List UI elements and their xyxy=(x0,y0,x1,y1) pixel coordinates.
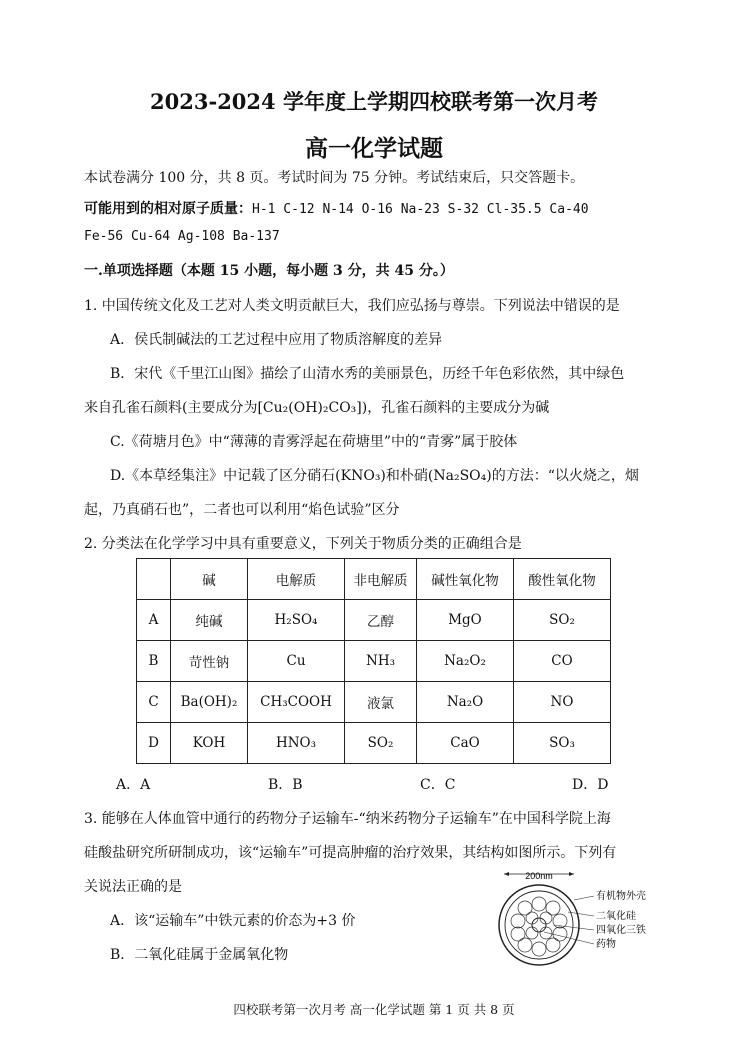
table-cell: D xyxy=(137,723,171,764)
table-cell: CaO xyxy=(417,723,514,764)
table-header-row xyxy=(137,559,611,600)
table-cell: MgO xyxy=(417,600,514,641)
table-cell: SO₂ xyxy=(345,723,417,764)
q1-option-d-line1: D.《本草经集注》中记载了区分硝石(KNO₃)和朴硝(Na₂SO₄)的方法：“以火烧之，烟 xyxy=(110,468,639,484)
table-cell: NO xyxy=(514,682,611,723)
q3-stem-line1: 3. 能够在人体血管中通行的药物分子运输车-“纳米药物分子运输车”在中国科学院上海 xyxy=(84,811,611,827)
table-row xyxy=(137,682,611,723)
exam-subtitle: 高一化学试题 xyxy=(305,135,443,162)
table-header-cell: 电解质 xyxy=(248,559,345,600)
table-row xyxy=(137,600,611,641)
table-cell: 苛性钠 xyxy=(171,641,248,682)
q2-option-a: A．A xyxy=(116,777,151,793)
page-footer: 四校联考第一次月考 高一化学试题 第 1 页 共 8 页 xyxy=(233,1002,515,1017)
table-cell: NH₃ xyxy=(345,641,417,682)
q3-stem-line2: 硅酸盐研究所研制成功，该“运输车”可提高肿瘤的治疗效果，其结构如图所示。下列有 xyxy=(84,845,617,861)
q3-option-b: B．二氧化硅属于金属氧化物 xyxy=(110,947,289,963)
exam-title: 2023-2024 学年度上学期四校联考第一次月考 xyxy=(150,89,598,114)
table-header-cell: 碱 xyxy=(171,559,248,600)
diagram-labels xyxy=(596,889,646,950)
q3-option-a: A．该“运输车”中铁元素的价态为+3 价 xyxy=(110,913,356,929)
scale-arrow-left xyxy=(504,872,509,876)
table-cell: 纯碱 xyxy=(171,600,248,641)
table-cell: SO₃ xyxy=(514,723,611,764)
q3-stem-line3: 关说法正确的是 xyxy=(84,879,182,895)
table-cell: Na₂O xyxy=(417,682,514,723)
table-cell: Cu xyxy=(248,641,345,682)
label-iron-oxide: 四氧化三铁 xyxy=(596,925,646,936)
table-cell: Na₂O₂ xyxy=(417,641,514,682)
scale-arrow-right xyxy=(569,872,574,876)
silica-layer-circle xyxy=(505,891,573,959)
label-drug: 药物 xyxy=(596,939,616,950)
table-cell: Ba(OH)₂ xyxy=(171,682,248,723)
q2-options xyxy=(116,774,724,794)
atomic-mass-values-1: H-1 C-12 N-14 O-16 Na-23 S-32 Cl-35.5 Ca-40 xyxy=(252,202,589,217)
table-cell: SO₂ xyxy=(514,600,611,641)
nano-carrier-diagram xyxy=(494,870,694,975)
table-header-cell: 酸性氧化物 xyxy=(514,559,611,600)
atomic-mass-line-1 xyxy=(84,198,589,218)
classification-table xyxy=(136,558,611,764)
q2-stem: 2. 分类法在化学学习中具有重要意义，下列关于物质分类的正确组合是 xyxy=(84,536,522,552)
table-header-cell xyxy=(137,559,171,600)
atomic-mass-values-2: Fe-56 Cu-64 Ag-108 Ba-137 xyxy=(84,229,280,244)
q1-option-b-line2: 来自孔雀石颜料(主要成分为[Cu₂(OH)₂CO₃])，孔雀石颜料的主要成分为碱 xyxy=(84,400,550,416)
exam-info: 本试卷满分 100 分，共 8 页。考试时间为 75 分钟。考试结束后，只交答题卡。 xyxy=(84,170,585,186)
table-cell: 液氯 xyxy=(345,682,417,723)
label-silica: 二氧化硅 xyxy=(596,911,636,922)
table-cell: CO xyxy=(514,641,611,682)
table-row xyxy=(137,723,611,764)
drug-core-circle xyxy=(532,918,546,932)
table-cell: B xyxy=(137,641,171,682)
table-header-cell: 碱性氧化物 xyxy=(417,559,514,600)
table-row xyxy=(137,641,611,682)
q1-option-c: C.《荷塘月色》中“薄薄的青雾浮起在荷塘里”中的“青雾”属于胶体 xyxy=(110,434,518,450)
scale-label: 200nm xyxy=(525,871,553,881)
q1-option-a: A．侯氏制碱法的工艺过程中应用了物质溶解度的差异 xyxy=(110,332,443,348)
table-cell: KOH xyxy=(171,723,248,764)
q1-option-d-line2: 起，乃真硝石也”，二者也可以利用“焰色试验”区分 xyxy=(84,502,400,518)
atomic-mass-label: 可能用到的相对原子质量： xyxy=(84,201,252,217)
table-header-cell: 非电解质 xyxy=(345,559,417,600)
label-organic-shell: 有机物外壳 xyxy=(596,891,646,902)
q2-option-b: B．B xyxy=(268,777,303,793)
q1-option-b-line1: B．宋代《千里江山图》描绘了山清水秀的美丽景色，历经千年色彩依然，其中绿色 xyxy=(110,366,625,382)
q1-stem: 1. 中国传统文化及工艺对人类文明贡献巨大，我们应弘扬与尊崇。下列说法中错误的是 xyxy=(84,298,620,314)
table-cell: A xyxy=(137,600,171,641)
table-cell: C xyxy=(137,682,171,723)
table-cell: 乙醇 xyxy=(345,600,417,641)
table-cell: HNO₃ xyxy=(248,723,345,764)
table-cell: H₂SO₄ xyxy=(248,600,345,641)
section-heading: 一.单项选择题（本题 15 小题，每小题 3 分，共 45 分。） xyxy=(84,263,454,279)
particle-cluster xyxy=(511,897,567,956)
table-cell: CH₃COOH xyxy=(248,682,345,723)
q2-option-d: D．D xyxy=(572,777,609,793)
q2-option-c: C．C xyxy=(420,777,456,793)
